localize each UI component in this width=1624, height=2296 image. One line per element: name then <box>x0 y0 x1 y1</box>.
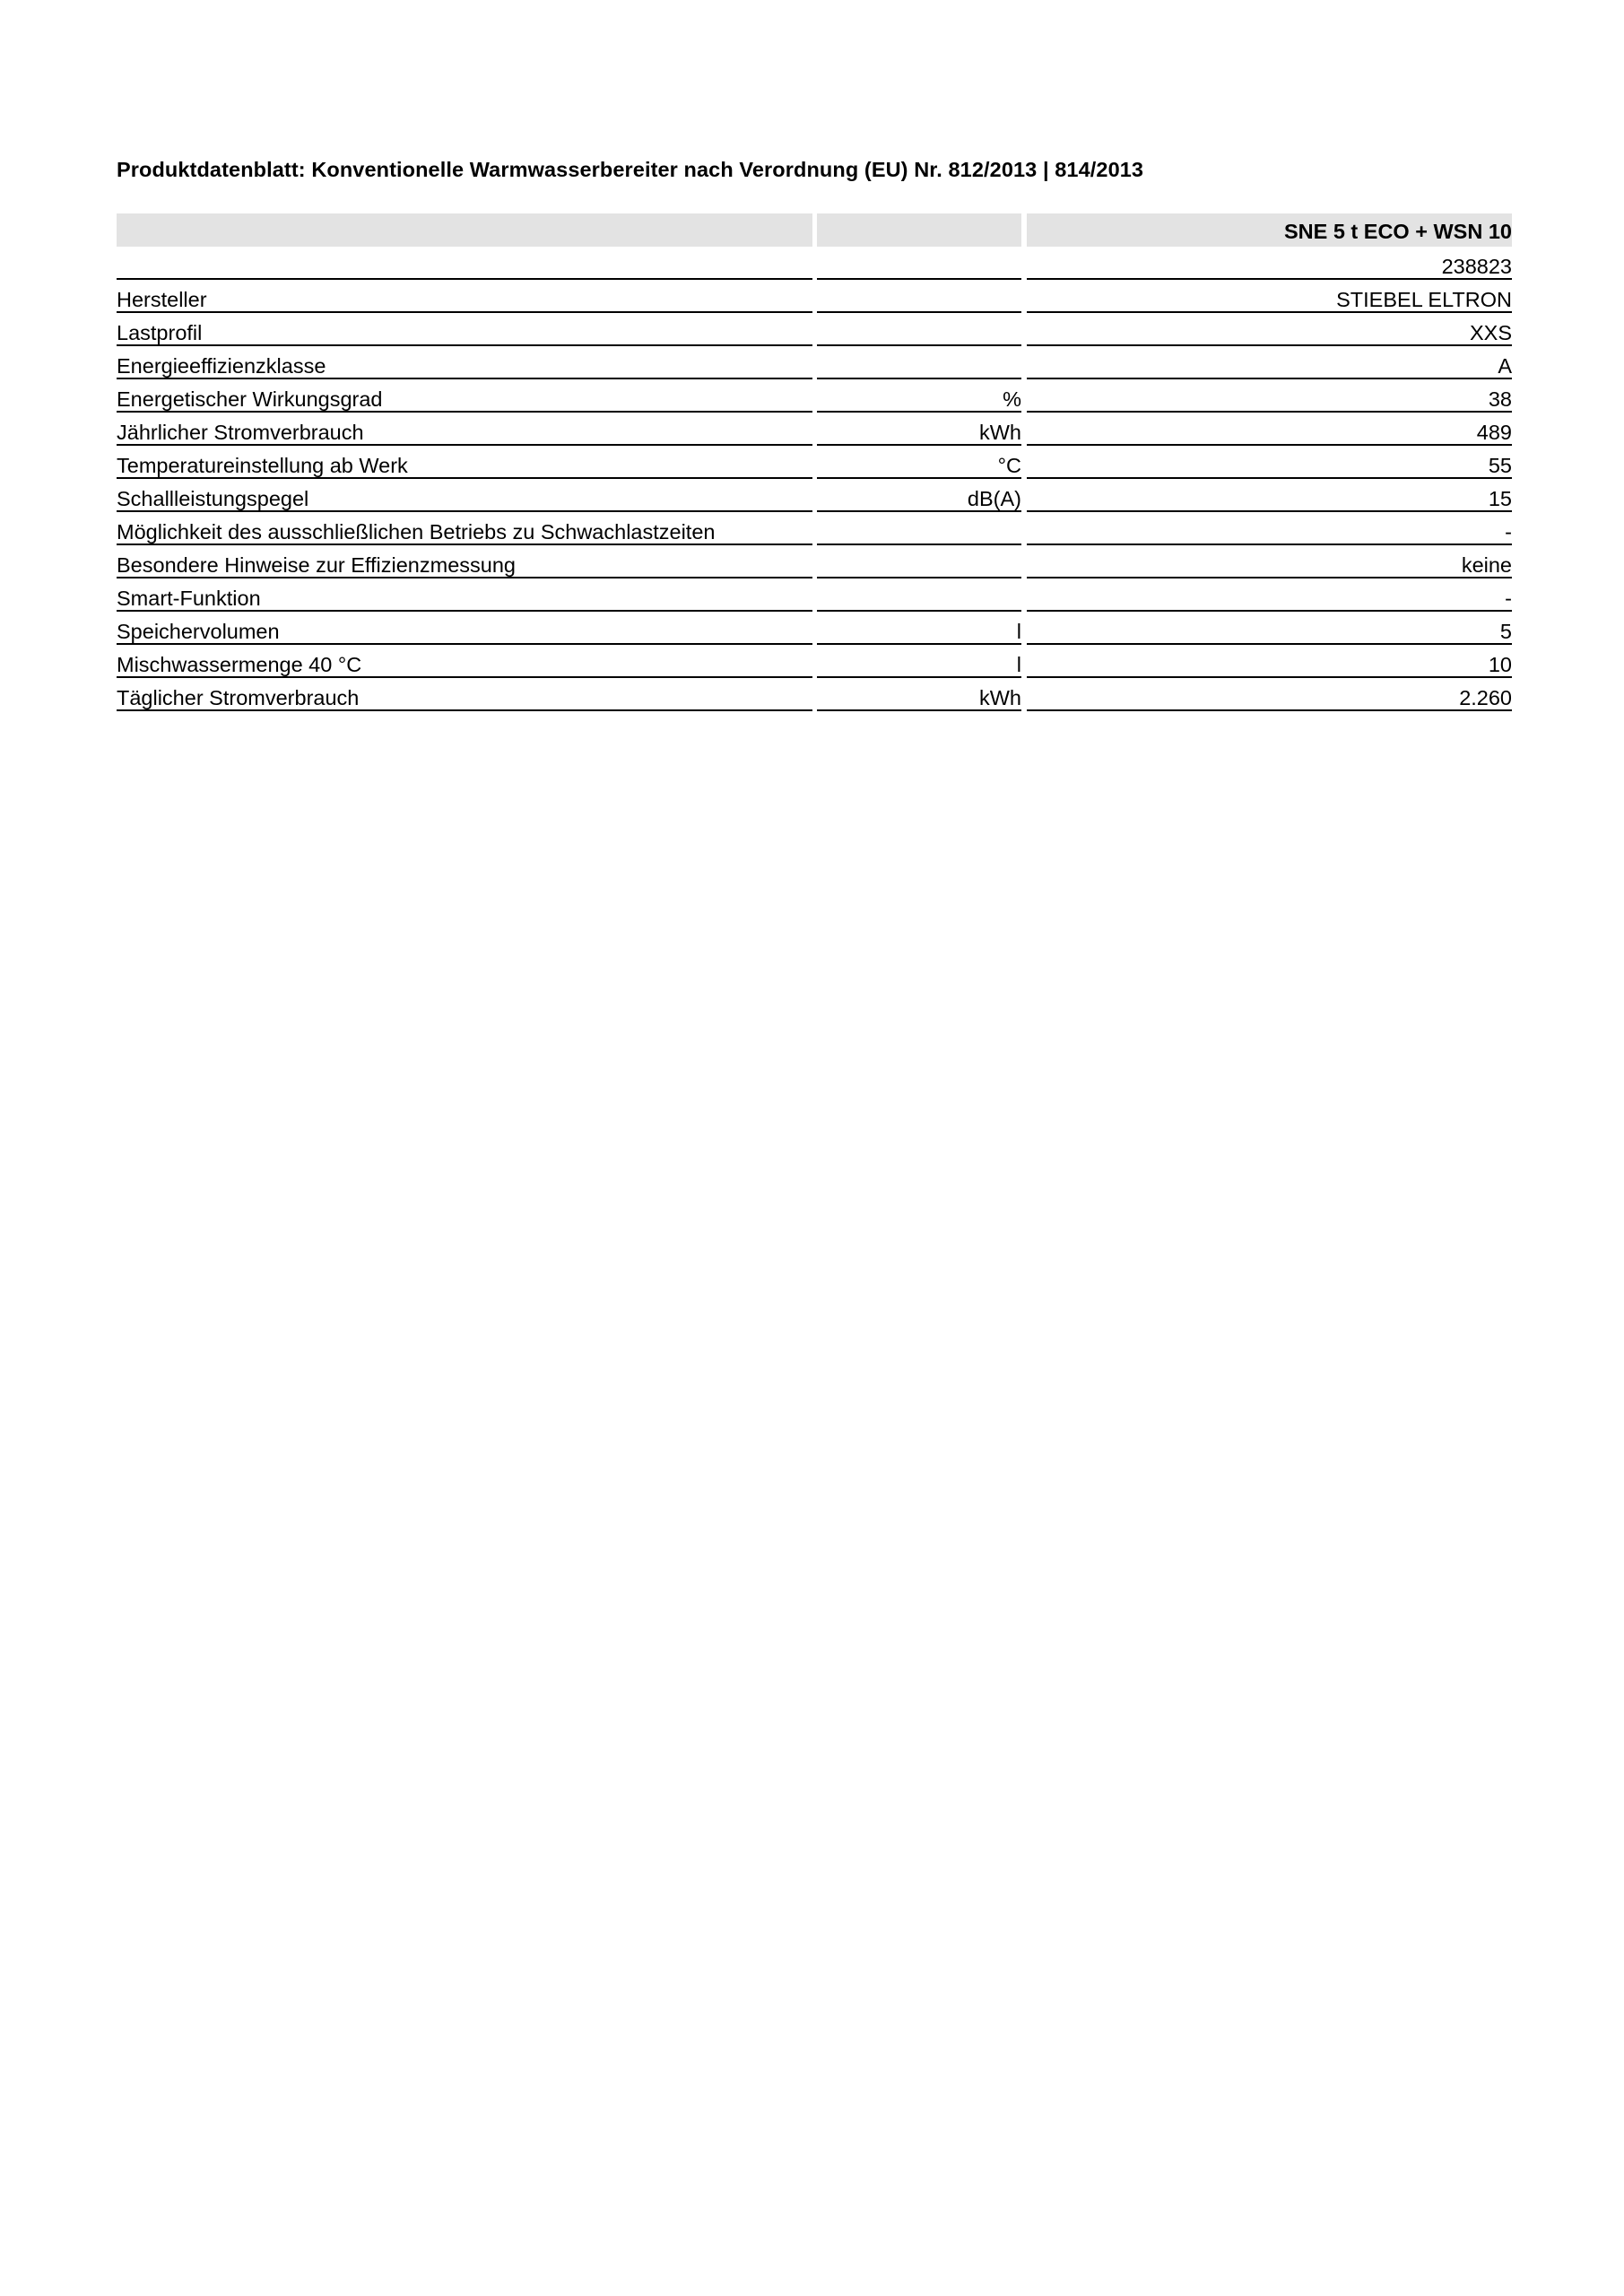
row-unit: kWh <box>817 413 1021 446</box>
row-label: Täglicher Stromverbrauch <box>117 678 812 711</box>
row-unit <box>817 280 1021 313</box>
row-label <box>117 247 812 280</box>
row-value: 38 <box>1027 379 1512 413</box>
table-row-taeglicher-stromverbrauch <box>117 678 1512 711</box>
table-row-speichervolumen <box>117 612 1512 645</box>
row-value: keine <box>1027 545 1512 578</box>
row-unit <box>817 545 1021 578</box>
row-value: 2.260 <box>1027 678 1512 711</box>
row-unit: l <box>817 645 1021 678</box>
table-row-mischwassermenge <box>117 645 1512 678</box>
table-header-row <box>117 213 1512 247</box>
row-value: STIEBEL ELTRON <box>1027 280 1512 313</box>
row-unit: °C <box>817 446 1021 479</box>
table-row-wirkungsgrad <box>117 379 1512 413</box>
row-unit <box>817 313 1021 346</box>
product-datasheet-table <box>117 213 1512 711</box>
table-row-article-number <box>117 247 1512 280</box>
row-label: Lastprofil <box>117 313 812 346</box>
row-unit <box>817 247 1021 280</box>
row-value: A <box>1027 346 1512 379</box>
row-value: 55 <box>1027 446 1512 479</box>
page-title: Produktdatenblatt: Konventionelle Warmwasserbereiter nach Verordnung (EU) Nr. 812/2013 | 814/2013 <box>117 158 1144 181</box>
row-unit: kWh <box>817 678 1021 711</box>
row-label: Schallleistungspegel <box>117 479 812 512</box>
header-unit-cell <box>817 213 1021 247</box>
row-label: Besondere Hinweise zur Effizienzmessung <box>117 545 812 578</box>
row-label: Smart-Funktion <box>117 578 812 612</box>
row-label: Jährlicher Stromverbrauch <box>117 413 812 446</box>
row-label: Energetischer Wirkungsgrad <box>117 379 812 413</box>
table-row-schallleistungspegel <box>117 479 1512 512</box>
row-label: Temperatureinstellung ab Werk <box>117 446 812 479</box>
row-value: 489 <box>1027 413 1512 446</box>
row-label: Speichervolumen <box>117 612 812 645</box>
row-value: 10 <box>1027 645 1512 678</box>
row-unit <box>817 578 1021 612</box>
row-value: - <box>1027 512 1512 545</box>
table-row-hersteller <box>117 280 1512 313</box>
header-label-cell <box>117 213 812 247</box>
table-row-energieeffizienzklasse <box>117 346 1512 379</box>
table-row-temperatureinstellung <box>117 446 1512 479</box>
row-value: 5 <box>1027 612 1512 645</box>
row-unit: l <box>817 612 1021 645</box>
row-value: - <box>1027 578 1512 612</box>
row-value: 15 <box>1027 479 1512 512</box>
row-unit <box>817 346 1021 379</box>
row-unit: dB(A) <box>817 479 1021 512</box>
table-row-lastprofil <box>117 313 1512 346</box>
table-row-jaehrlicher-stromverbrauch <box>117 413 1512 446</box>
table-row-smart-funktion <box>117 578 1512 612</box>
table-row-schwachlastzeiten <box>117 512 1512 545</box>
header-model-cell: SNE 5 t ECO + WSN 10 <box>1027 213 1512 247</box>
row-label: Möglichkeit des ausschließlichen Betriebs zu Schwachlastzeiten <box>117 512 812 545</box>
table-row-effizienzmessung-hinweise <box>117 545 1512 578</box>
row-label: Mischwassermenge 40 °C <box>117 645 812 678</box>
row-unit: % <box>817 379 1021 413</box>
row-value: XXS <box>1027 313 1512 346</box>
row-unit <box>817 512 1021 545</box>
row-value: 238823 <box>1027 247 1512 280</box>
row-label: Energieeffizienzklasse <box>117 346 812 379</box>
row-label: Hersteller <box>117 280 812 313</box>
